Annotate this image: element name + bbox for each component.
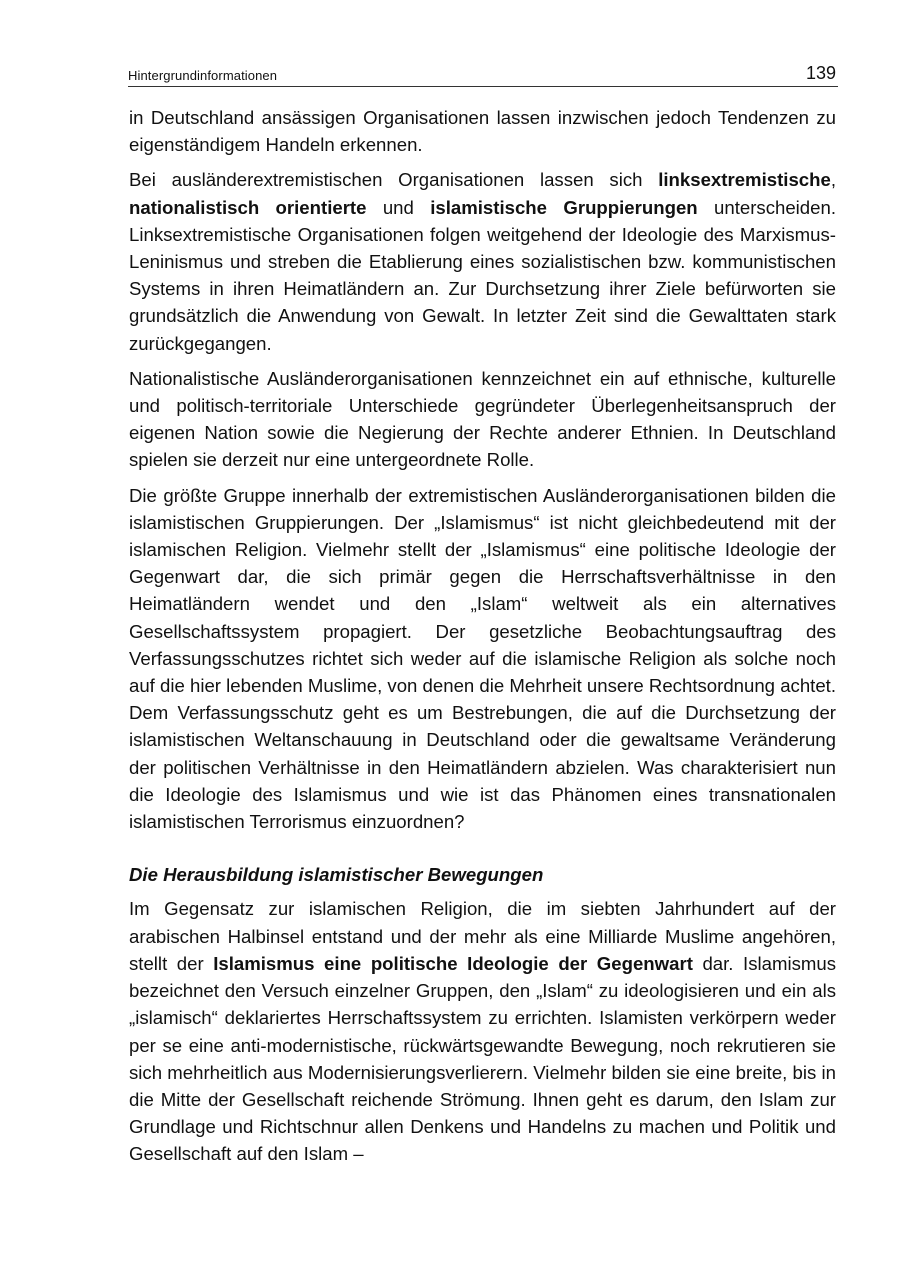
running-header: [128, 60, 838, 87]
paragraph-5-text-2: dar. Islamismus bezeichnet den Versuch einzelner Gruppen, den „Islam“ zu ideologisieren und ein als „islamisch“ deklariertes Herrschaftssystem zu errichten. Islamisten verkörpern weder per se eine anti-modernistische, rückwärtsgewandte Bewegung, noch rekrutieren sie sich mehrheitlich aus Modernisierungsverlierern. Vielmehr bilden sie eine breite, bis in die Mitte der Gesellschaft reichende Strömung. Ihnen geht es darum, den Islam zur Grundlage und Richtschnur allen Denkens und Handelns zu machen und Politik und Gesellschaft auf den Islam –: [129, 952, 837, 1165]
paragraph-2-text-3: und: [366, 196, 431, 218]
page-number: 139: [805, 63, 836, 83]
paragraph-2-text-2: ,: [830, 169, 836, 191]
bold-term-nationalistisch: nationalistisch orientierte: [129, 196, 367, 218]
section-heading: Die Herausbildung islamistischer Bewegungen: [129, 864, 544, 886]
paragraph-5: [129, 895, 836, 1167]
paragraph-2-text-1: Bei ausländerextremistischen Organisationen lassen sich: [129, 169, 659, 191]
bold-term-linksextremistische: linksextremistische: [658, 169, 831, 191]
paragraph-3: Nationalistische Ausländerorganisationen kennzeichnet ein auf ethnische, kulturelle und politisch-territoriale Unterschiede gegründeter Überlegenheitsanspruch der eigenen Nation sowie die Negierung der Rechte anderer Ethnien. In Deutschland spielen sie derzeit nur eine untergeordnete Rolle.: [129, 367, 836, 471]
paragraph-2: [129, 166, 836, 356]
paragraph-5-text-1: Im Gegensatz zur islamischen Religion, die im siebten Jahrhundert auf der arabischen Halbinsel entstand und der mehr als eine Milliarde Muslime angehören, stellt der: [129, 898, 836, 974]
paragraph-1: in Deutschland ansässigen Organisationen lassen inzwischen jedoch Tendenzen zu eigenständigem Handeln erkennen.: [129, 107, 836, 156]
paragraph-4: Die größte Gruppe innerhalb der extremistischen Ausländerorganisationen bilden die islamistischen Gruppierungen. Der „Islamismus“ ist nicht gleichbedeutend mit der islamischen Religion. Vielmehr stellt der „Islamismus“ eine politische Ideologie der Gegenwart dar, die sich primär gegen die Herrschaftsverhältnisse in den Heimatländern wendet und den „Islam“ weltweit als ein alternatives Gesellschaftssystem propagiert. Der gesetzliche Beobachtungsauftrag des Verfassungsschutzes richtet sich weder auf die islamische Religion als solche noch auf die hier lebenden Muslime, von denen die Mehrheit unsere Rechtsordnung achtet. Dem Verfassungsschutz geht es um Bestrebungen, die auf die Durchsetzung der islamistischen Weltanschauung in Deutschland oder die gewaltsame Veränderung der politischen Verhältnisse in den Heimatländern abzielen. Was charakterisiert nun die Ideologie des Islamismus und wie ist das Phänomen eines transnationalen islamistischen Terrorismus einzuordnen?: [129, 484, 837, 833]
body-text: [129, 104, 836, 1176]
bold-term-islamismus: Islamismus eine politische Ideologie der Gegenwart: [213, 952, 693, 974]
header-title: Hintergrundinformationen: [128, 68, 278, 83]
paragraph-2-text-4: unterscheiden. Linksextremistische Organisationen folgen weitgehend der Ideologie des Marxismus-Leninismus und streben die Etablierung eines sozialistischen bzw. kommunistischen Systems in ihren Heimatländern an. Zur Durchsetzung ihrer Ziele befürworten sie grundsätzlich die Anwendung von Gewalt. In letzter Zeit sind die Gewalttaten stark zurückgegangen.: [129, 196, 836, 354]
bold-term-islamistische: islamistische Gruppierungen: [430, 196, 698, 218]
